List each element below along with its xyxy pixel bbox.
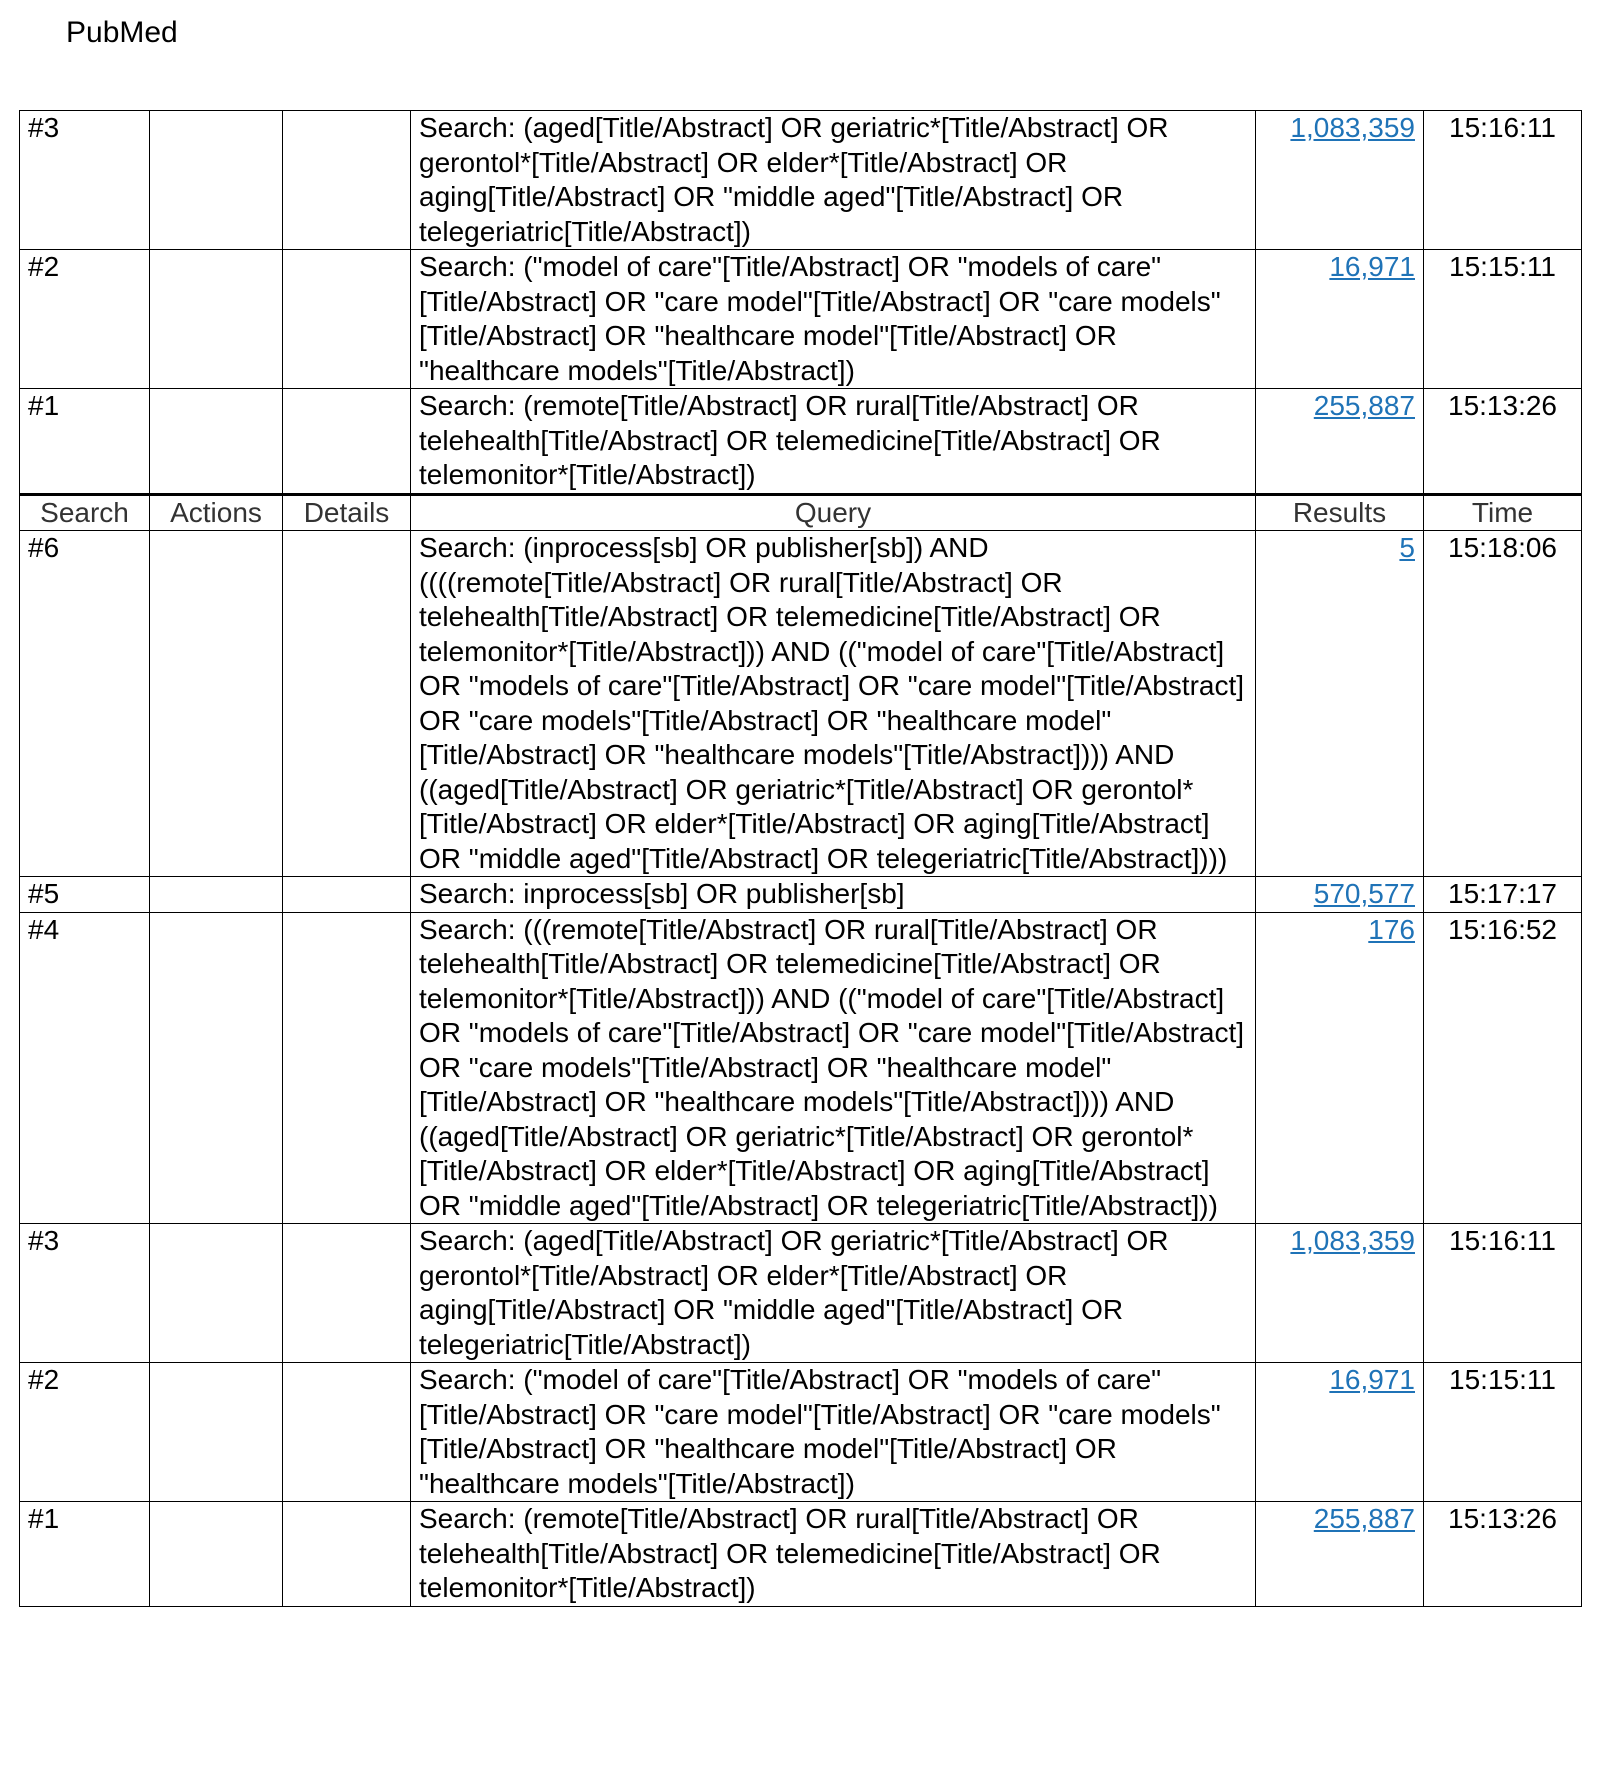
table-row — [20, 1224, 1582, 1363]
header-results: Results — [1256, 494, 1424, 531]
results-count-link[interactable]: 570,577 — [1313, 878, 1415, 909]
time-cell: 15:15:11 — [1424, 250, 1582, 389]
actions-cell — [150, 912, 283, 1224]
results-count-link[interactable]: 16,971 — [1329, 251, 1415, 282]
time-cell: 15:16:11 — [1424, 1224, 1582, 1363]
header-search: Search — [20, 494, 150, 531]
time-cell: 15:16:11 — [1424, 111, 1582, 250]
time-cell: 15:16:52 — [1424, 912, 1582, 1224]
search-number: #3 — [20, 111, 150, 250]
search-number: #6 — [20, 531, 150, 877]
search-number: #3 — [20, 1224, 150, 1363]
actions-cell — [150, 250, 283, 389]
details-cell — [283, 912, 411, 1224]
results-cell — [1256, 111, 1424, 250]
actions-cell — [150, 1363, 283, 1502]
query-text: Search: ("model of care"[Title/Abstract] OR "models of care"[Title/Abstract] OR "care model"[Title/Abstract] OR "care models"[Title/Abstract] OR "healthcare model"[Title/Abstract] OR "healthcare models"[Title/Abstract]) — [411, 1363, 1256, 1502]
results-cell — [1256, 877, 1424, 913]
page-title: PubMed — [66, 16, 178, 49]
search-number: #2 — [20, 1363, 150, 1502]
details-cell — [283, 877, 411, 913]
results-cell — [1256, 389, 1424, 495]
search-number: #1 — [20, 1502, 150, 1607]
query-text: Search: inprocess[sb] OR publisher[sb] — [411, 877, 1256, 913]
query-text: Search: (remote[Title/Abstract] OR rural[Title/Abstract] OR telehealth[Title/Abstract] OR telemedicine[Title/Abstract] OR telemonitor*[Title/Abstract]) — [411, 1502, 1256, 1607]
table-row — [20, 250, 1582, 389]
header-details: Details — [283, 494, 411, 531]
time-cell: 15:13:26 — [1424, 1502, 1582, 1607]
results-count-link[interactable]: 1,083,359 — [1290, 1225, 1415, 1256]
query-text: Search: (((remote[Title/Abstract] OR rural[Title/Abstract] OR telehealth[Title/Abstract] OR telemedicine[Title/Abstract] OR telemonitor*[Title/Abstract])) AND (("model of care"[Title/Abstract] OR "models of care"[Title/Abstract] OR "care model"[Title/Abstract] OR "care models"[Title/Abstract] OR "healthcare model"[Title/Abstract] OR "healthcare models"[Title/Abstract]))) AND ((aged[Title/Abstract] OR geriatric*[Title/Abstract] OR gerontol*[Title/Abstract] OR elder*[Title/Abstract] OR aging[Title/Abstract] OR "middle aged"[Title/Abstract] OR telegeriatric[Title/Abstract])) — [411, 912, 1256, 1224]
results-cell — [1256, 1224, 1424, 1363]
header-row — [20, 494, 1582, 531]
actions-cell — [150, 877, 283, 913]
main-rows — [20, 531, 1582, 1607]
results-cell — [1256, 250, 1424, 389]
search-history-table — [19, 110, 1582, 1607]
details-cell — [283, 1363, 411, 1502]
table-row — [20, 389, 1582, 495]
top-rows — [20, 111, 1582, 495]
table-row — [20, 1502, 1582, 1607]
actions-cell — [150, 111, 283, 250]
query-text: Search: (aged[Title/Abstract] OR geriatric*[Title/Abstract] OR gerontol*[Title/Abstract] OR elder*[Title/Abstract] OR aging[Title/Abstract] OR "middle aged"[Title/Abstract] OR telegeriatric[Title/Abstract]) — [411, 111, 1256, 250]
actions-cell — [150, 1224, 283, 1363]
actions-cell — [150, 531, 283, 877]
time-cell: 15:17:17 — [1424, 877, 1582, 913]
header-time: Time — [1424, 494, 1582, 531]
results-count-link[interactable]: 1,083,359 — [1290, 112, 1415, 143]
actions-cell — [150, 389, 283, 495]
results-cell — [1256, 912, 1424, 1224]
actions-cell — [150, 1502, 283, 1607]
table-row — [20, 912, 1582, 1224]
results-count-link[interactable]: 16,971 — [1329, 1364, 1415, 1395]
details-cell — [283, 531, 411, 877]
table-header — [20, 494, 1582, 531]
details-cell — [283, 389, 411, 495]
table-row — [20, 531, 1582, 877]
query-text: Search: (inprocess[sb] OR publisher[sb]) AND ((((remote[Title/Abstract] OR rural[Title/Abstract] OR telehealth[Title/Abstract] OR telemedicine[Title/Abstract] OR telemonitor*[Title/Abstract])) AND (("model of care"[Title/Abstract] OR "models of care"[Title/Abstract] OR "care model"[Title/Abstract] OR "care models"[Title/Abstract] OR "healthcare model"[Title/Abstract] OR "healthcare models"[Title/Abstract]))) AND ((aged[Title/Abstract] OR geriatric*[Title/Abstract] OR gerontol*[Title/Abstract] OR elder*[Title/Abstract] OR aging[Title/Abstract] OR "middle aged"[Title/Abstract] OR telegeriatric[Title/Abstract]))) — [411, 531, 1256, 877]
results-count-link[interactable]: 255,887 — [1313, 1503, 1415, 1534]
details-cell — [283, 1502, 411, 1607]
header-query: Query — [411, 494, 1256, 531]
search-number: #1 — [20, 389, 150, 495]
results-count-link[interactable]: 176 — [1368, 913, 1415, 945]
details-cell — [283, 250, 411, 389]
table-row — [20, 1363, 1582, 1502]
time-cell: 15:15:11 — [1424, 1363, 1582, 1502]
search-number: #4 — [20, 912, 150, 1224]
table-row — [20, 877, 1582, 913]
results-cell — [1256, 1363, 1424, 1502]
time-cell: 15:18:06 — [1424, 531, 1582, 877]
time-cell: 15:13:26 — [1424, 389, 1582, 495]
search-number: #5 — [20, 877, 150, 913]
details-cell — [283, 1224, 411, 1363]
results-cell — [1256, 531, 1424, 877]
query-text: Search: ("model of care"[Title/Abstract] OR "models of care"[Title/Abstract] OR "care model"[Title/Abstract] OR "care models"[Title/Abstract] OR "healthcare model"[Title/Abstract] OR "healthcare models"[Title/Abstract]) — [411, 250, 1256, 389]
table-row — [20, 111, 1582, 250]
header-actions: Actions — [150, 494, 283, 531]
results-count-link[interactable]: 5 — [1399, 532, 1415, 563]
results-count-link[interactable]: 255,887 — [1313, 390, 1415, 421]
results-cell — [1256, 1502, 1424, 1607]
query-text: Search: (remote[Title/Abstract] OR rural[Title/Abstract] OR telehealth[Title/Abstract] OR telemedicine[Title/Abstract] OR telemonitor*[Title/Abstract]) — [411, 389, 1256, 495]
query-text: Search: (aged[Title/Abstract] OR geriatric*[Title/Abstract] OR gerontol*[Title/Abstract] OR elder*[Title/Abstract] OR aging[Title/Abstract] OR "middle aged"[Title/Abstract] OR telegeriatric[Title/Abstract]) — [411, 1224, 1256, 1363]
details-cell — [283, 111, 411, 250]
search-number: #2 — [20, 250, 150, 389]
